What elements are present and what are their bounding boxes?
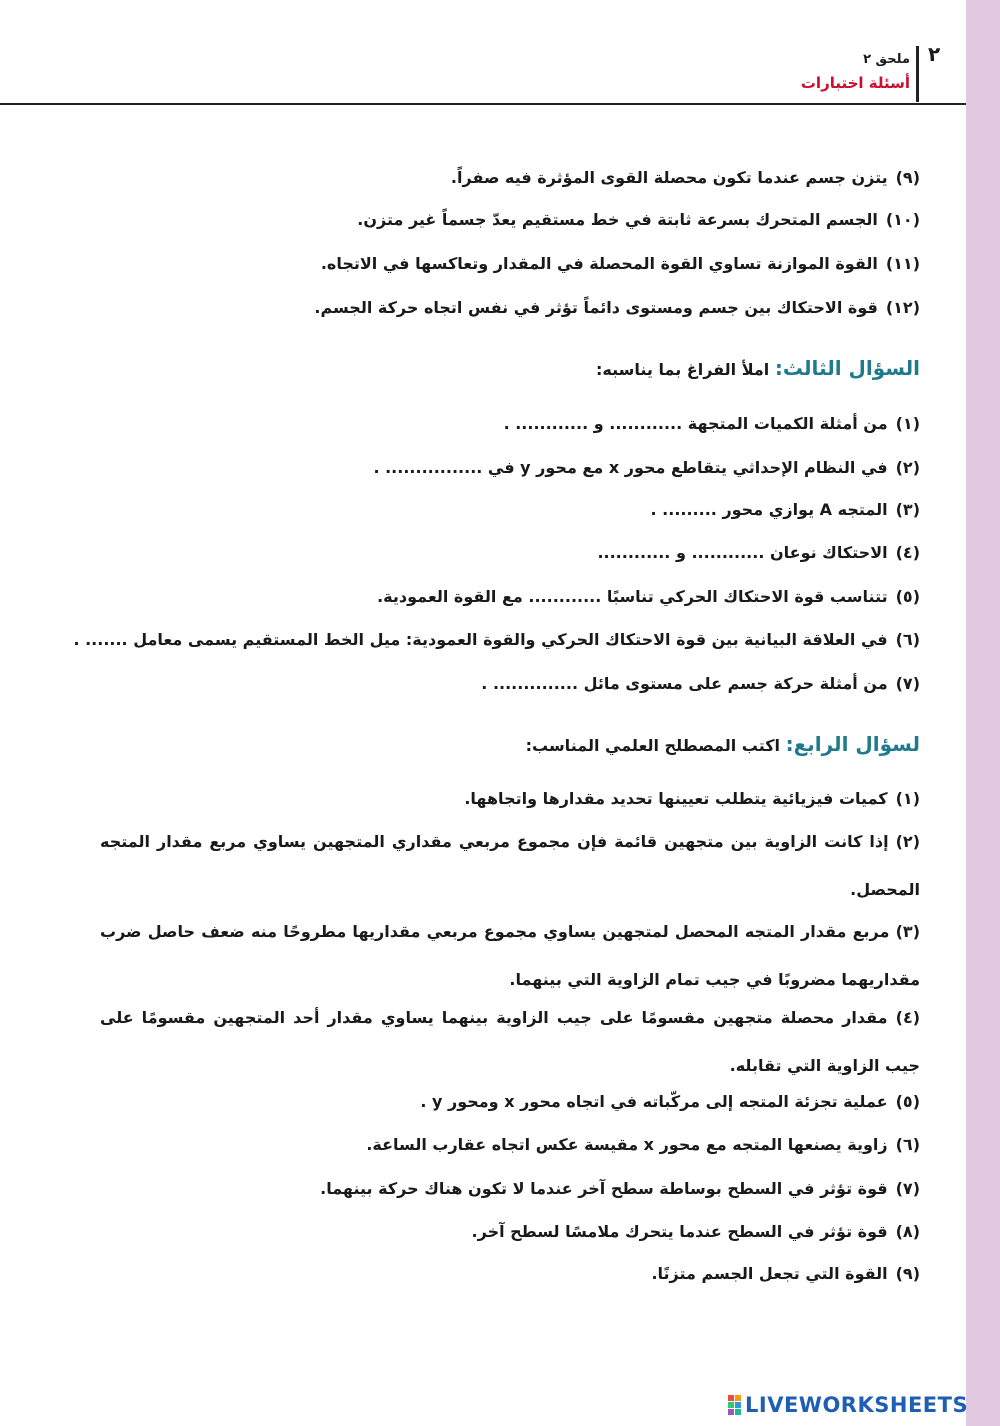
liveworksheets-logo[interactable]: [728, 1390, 992, 1420]
logo-tile: [728, 1402, 734, 1408]
exam-questions-label: أسئلة اختبارات: [800, 74, 910, 92]
q4-item: (٢) إذا كانت الزاوية بين متجهين قائمة فإن مجموع مربعي مقداري المتجهين يساوي مربع مقدار المتجه المحصل.: [100, 832, 920, 899]
q2-item: (١٢)قوة الاحتكاك بين جسم ومستوى دائماً تؤثر في نفس اتجاه حركة الجسم.: [314, 298, 920, 317]
logo-tile: [735, 1402, 741, 1408]
q4-item: (٣) مربع مقدار المتجه المحصل لمتجهين يساوي مجموع مربعي مقداريها مطروحًا منه ضعف حاصل ضرب مقداريهما مضروبًا في جيب تمام الزاوية التي بينهما.: [100, 922, 920, 989]
q4-item: (٧)قوة تؤثر في السطح بوساطة سطح آخر عندما لا تكون هناك حركة بينهما.: [320, 1179, 920, 1198]
page-number: ٢: [928, 42, 941, 66]
q2-item: (٩)يتزن جسم عندما تكون محصلة القوى المؤثرة فيه صفراً.: [450, 168, 920, 187]
logo-tile: [728, 1409, 734, 1415]
q3-heading: السؤال الثالث: املأ الفراغ بما يناسبه:: [595, 356, 920, 380]
q4-item: (٥)عملية تجزئة المتجه إلى مركّباته في اتجاه محور x ومحور y .: [420, 1092, 920, 1111]
q3-item: (٢)في النظام الإحداثي يتقاطع محور x مع محور y في ................ .: [373, 458, 920, 477]
q3-item: (٤)الاحتكاك نوعان ............ و ............: [597, 543, 920, 562]
q2-item: (١١)القوة الموازنة تساوي القوة المحصلة في المقدار وتعاكسها في الاتجاه.: [320, 254, 920, 273]
logo-tile: [728, 1395, 734, 1401]
q4-item: (٨)قوة تؤثر في السطح عندما يتحرك ملامسًا لسطح آخر.: [471, 1222, 920, 1241]
header-divider: [916, 46, 919, 102]
q3-item: (٣)المتجه A يوازي محور ......... .: [650, 500, 920, 519]
supplement-label: ملحق ٢: [863, 52, 910, 67]
logo-tile: [735, 1395, 741, 1401]
q4-item: (٩)القوة التي تجعل الجسم متزنًا.: [651, 1264, 920, 1283]
logo-tile: [735, 1409, 741, 1415]
q4-item: (٦)زاوية يصنعها المتجه مع محور x مقيسة عكس اتجاه عقارب الساعة.: [366, 1135, 920, 1154]
q2-item: (١٠)الجسم المتحرك بسرعة ثابتة في خط مستقيم يعدّ جسماً غير متزن.: [357, 210, 920, 229]
q3-item: (٧)من أمثلة حركة جسم على مستوى مائل .............. .: [481, 674, 920, 693]
liveworksheets-logo-icon: [728, 1395, 741, 1415]
q4-heading: لسؤال الرابع: اكتب المصطلح العلمي المناسب:: [525, 732, 920, 756]
q3-item: (٥)تتناسب قوة الاحتكاك الحركي تناسبًا ............ مع القوة العمودية.: [377, 587, 920, 606]
header-rule: [0, 103, 966, 105]
q4-item: (٤) مقدار محصلة متجهين مقسومًا على جيب الزاوية بينهما يساوي مقدار أحد المتجهين مقسومًا على جيب الزاوية التي تقابله.: [100, 1008, 921, 1075]
q3-item: (١)من أمثلة الكميات المتجهة ............ و ............ .: [503, 414, 920, 433]
q3-item: (٦)في العلاقة البيانية بين قوة الاحتكاك الحركي والقوة العمودية: ميل الخط المستقيم يسمى معامل ....... .: [73, 630, 920, 649]
logo-text: LIVEWORKSHEETS: [745, 1393, 969, 1417]
q4-item: (١)كميات فيزيائية يتطلب تعيينها تحديد مقدارها واتجاهها.: [464, 789, 920, 808]
side-color-strip: [966, 0, 1000, 1426]
